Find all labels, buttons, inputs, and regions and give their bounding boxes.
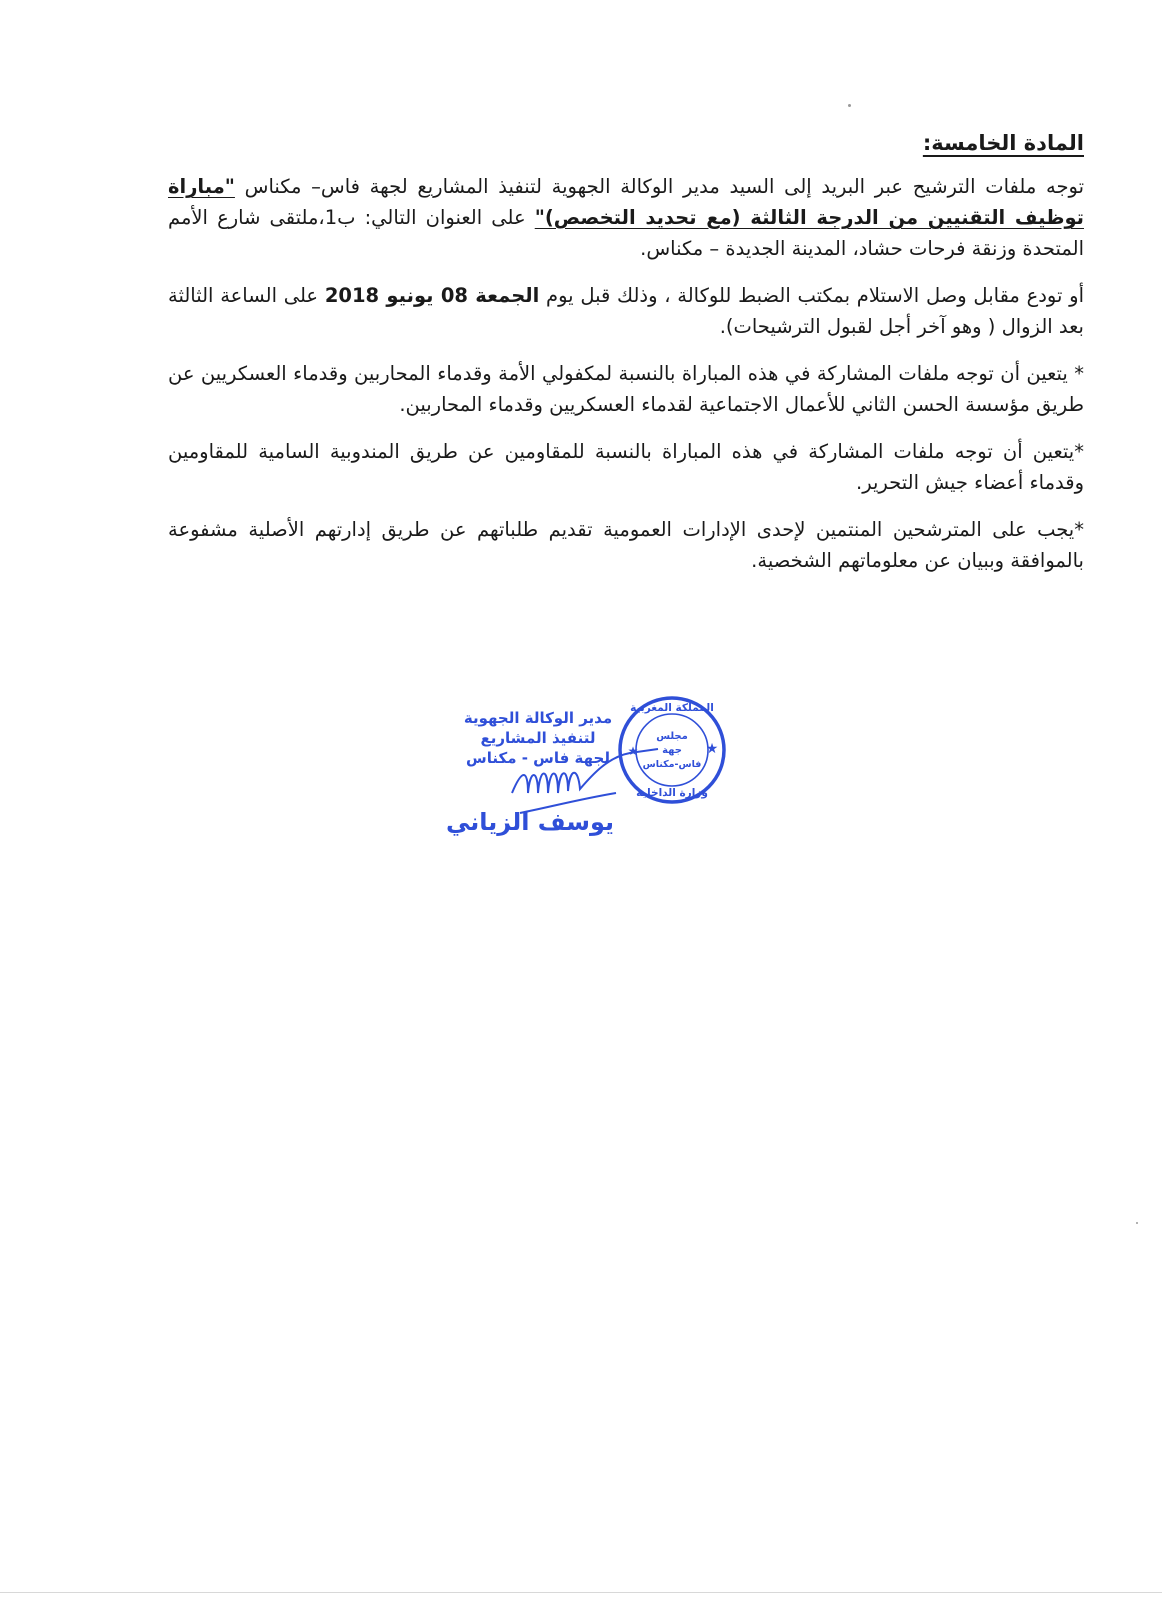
- paragraph-veterans: * يتعين أن توجه ملفات المشاركة في هذه المباراة بالنسبة لمكفولي الأمة وقدماء المحاربين وقدماء العسكريين عن طريق مؤسسة الحسن الثاني للأعمال الاجتماعية لقدماء العسكريين وقدماء المحاربين.: [168, 362, 1084, 416]
- deadline-date: الجمعة 08 يونيو 2018: [324, 284, 540, 307]
- paragraph-resistance: *يتعين أن توجه ملفات المشاركة في هذه المباراة بالنسبة للمقاومين عن طريق المندوبية السامية للمقاومين وقدماء أعضاء جيش التحرير.: [168, 440, 1084, 494]
- stamp-name: يوسف الزياني: [445, 808, 615, 836]
- seal-star-icon: ★: [705, 741, 719, 757]
- scan-speck: [848, 104, 851, 107]
- submission-intro: توجه ملفات الترشيح عبر البريد إلى السيد مدير الوكالة الجهوية لتنفيذ المشاريع لجهة فاس– مكناس: [244, 175, 1084, 198]
- seal-arc-bottom: وزارة الداخلية: [636, 787, 708, 799]
- competition-title: "مباراة توظيف التقنيين من الدرجة الثالثة (مع تحديد التخصص)": [168, 175, 1084, 229]
- submission-address: على العنوان التالي: ب1،ملتقى شارع الأمم المتحدة وزنقة فرحات حشاد، المدينة الجديدة – مكناس.: [168, 206, 1084, 260]
- seal-arc-top: المملكة المغربية: [630, 702, 714, 714]
- article-heading: المادة الخامسة:: [922, 131, 1084, 155]
- seal-star-icon: ★: [627, 744, 639, 758]
- stamp-line3: لجهة فاس - مكناس: [466, 749, 610, 767]
- paragraph-civil-servants: *يجب على المترشحين المنتمين لإحدى الإدارات العمومية تقديم طلباتهم عن طريق إدارتهم الأصلية مشفوعة بالموافقة وببيان عن معلوماتهم الشخصية.: [168, 518, 1084, 572]
- paragraph-deposit-deadline: [168, 280, 1084, 342]
- deposit-text: أو تودع مقابل وصل الاستلام بمكتب الضبط للوكالة ، وذلك قبل يوم: [546, 284, 1085, 307]
- seal-center-line2: جهة: [662, 745, 682, 756]
- official-stamp-signature: [420, 695, 740, 860]
- paragraph-submission-mail: [168, 171, 1084, 264]
- deadline-time: على الساعة الثالثة بعد الزوال ( وهو آخر أجل لقبول الترشيحات).: [168, 284, 1084, 338]
- stamp-line1: مدير الوكالة الجهوية: [463, 709, 613, 727]
- stamp-line2: لتنفيذ المشاريع: [480, 729, 596, 747]
- seal-center-line1: مجلس: [656, 731, 688, 742]
- document-body: [168, 128, 1084, 592]
- scan-speck: [1136, 1222, 1138, 1224]
- scan-bottom-edge: [0, 1592, 1162, 1593]
- seal-center-line3: فاس-مكناس: [642, 759, 702, 770]
